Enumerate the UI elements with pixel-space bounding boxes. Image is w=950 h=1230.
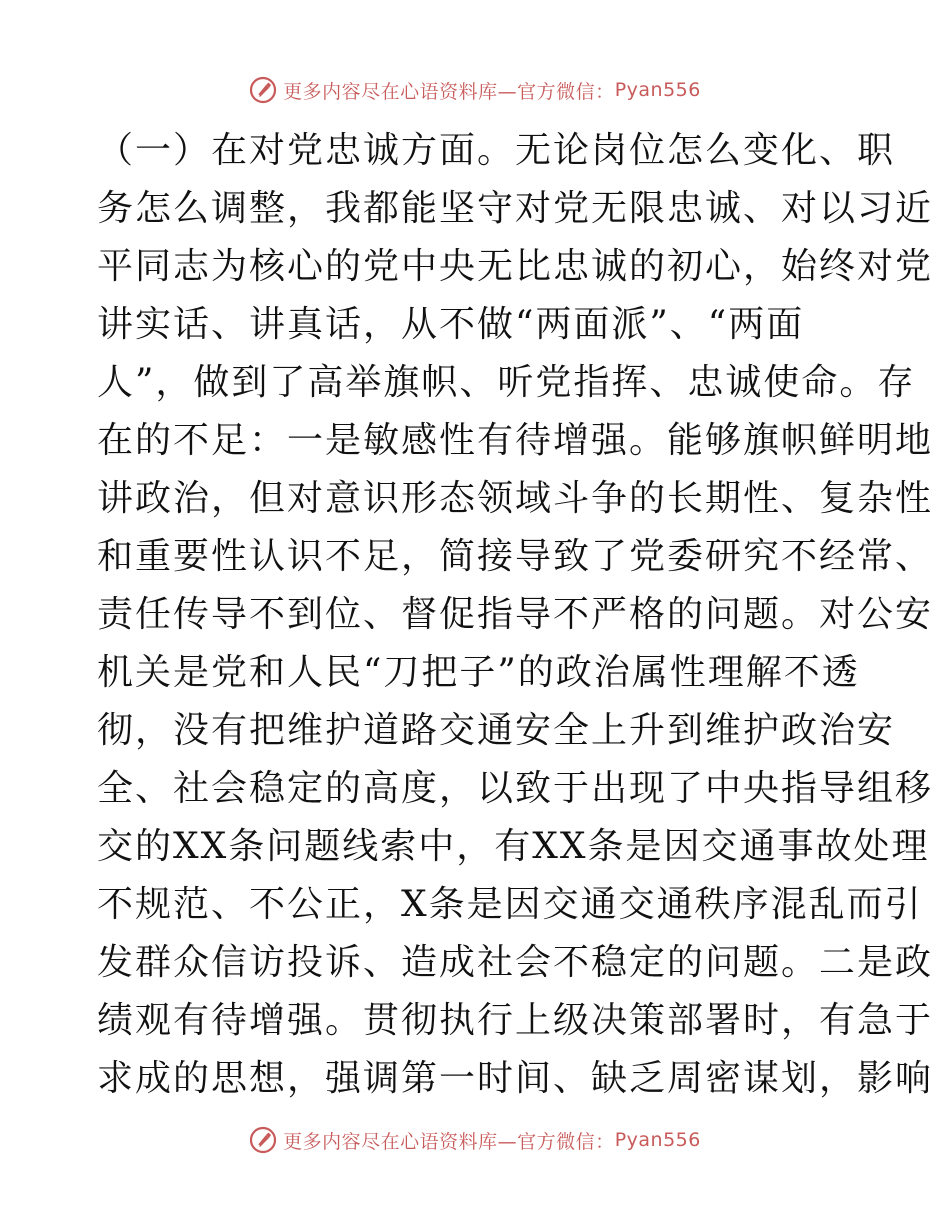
document-body [97, 122, 934, 1108]
paragraph-line: 平同志为核心的党中央无比忠诚的初心，始终对党 [97, 246, 934, 287]
paragraph-line: （一）在对党忠诚方面。无论岗位怎么变化、职 [97, 130, 896, 171]
paragraph-line: 务怎么调整，我都能坚守对党无限忠诚、对以习近 [97, 188, 934, 229]
paragraph-line: 和重要性认识不足，简接导致了党委研究不经常、 [97, 536, 934, 577]
watermark-account: Pyan556 [614, 79, 701, 101]
paragraph-line: 不规范、不公正，X条是因交通交通秩序混乱而引 [97, 884, 923, 925]
header-watermark [0, 75, 950, 105]
pen-nib-logo-icon [249, 76, 277, 104]
paragraph-line: 彻，没有把维护道路交通安全上升到维护政治安 [97, 710, 896, 751]
paragraph-line: 讲政治，但对意识形态领域斗争的长期性、复杂性 [97, 478, 934, 519]
paragraph-line: 机关是党和人民“刀把子”的政治属性理解不透 [97, 652, 860, 693]
watermark-text: 更多内容尽在心语资料库 [283, 1130, 498, 1153]
paragraph-line: 全、社会稳定的高度，以致于出现了中央指导组移 [97, 768, 934, 809]
pen-nib-logo-icon [249, 1126, 277, 1154]
watermark-separator: —官方微信： [497, 80, 615, 103]
paragraph-line: 绩观有待增强。贯彻执行上级决策部署时，有急于 [97, 1000, 934, 1041]
paragraph-line: 在的不足：一是敏感性有待增强。能够旗帜鲜明地 [97, 420, 934, 461]
watermark-separator: —官方微信： [497, 1130, 615, 1153]
watermark-text: 更多内容尽在心语资料库 [283, 80, 498, 103]
paragraph-line: 责任传导不到位、督促指导不严格的问题。对公安 [97, 594, 934, 635]
paragraph-line: 讲实话、讲真话，从不做“两面派”、“两面 [97, 304, 805, 345]
paragraph-line: 发群众信访投诉、造成社会不稳定的问题。二是政 [97, 942, 934, 983]
footer-watermark [0, 1125, 950, 1155]
watermark-account: Pyan556 [614, 1129, 701, 1151]
paragraph-line: 求成的思想，强调第一时间、缺乏周密谋划，影响 [97, 1058, 934, 1099]
paragraph-line: 人”，做到了高举旗帜、听党指挥、忠诚使命。存 [97, 362, 916, 403]
paragraph-line: 交的XX条问题线索中，有XX条是因交通事故处理 [97, 826, 930, 867]
